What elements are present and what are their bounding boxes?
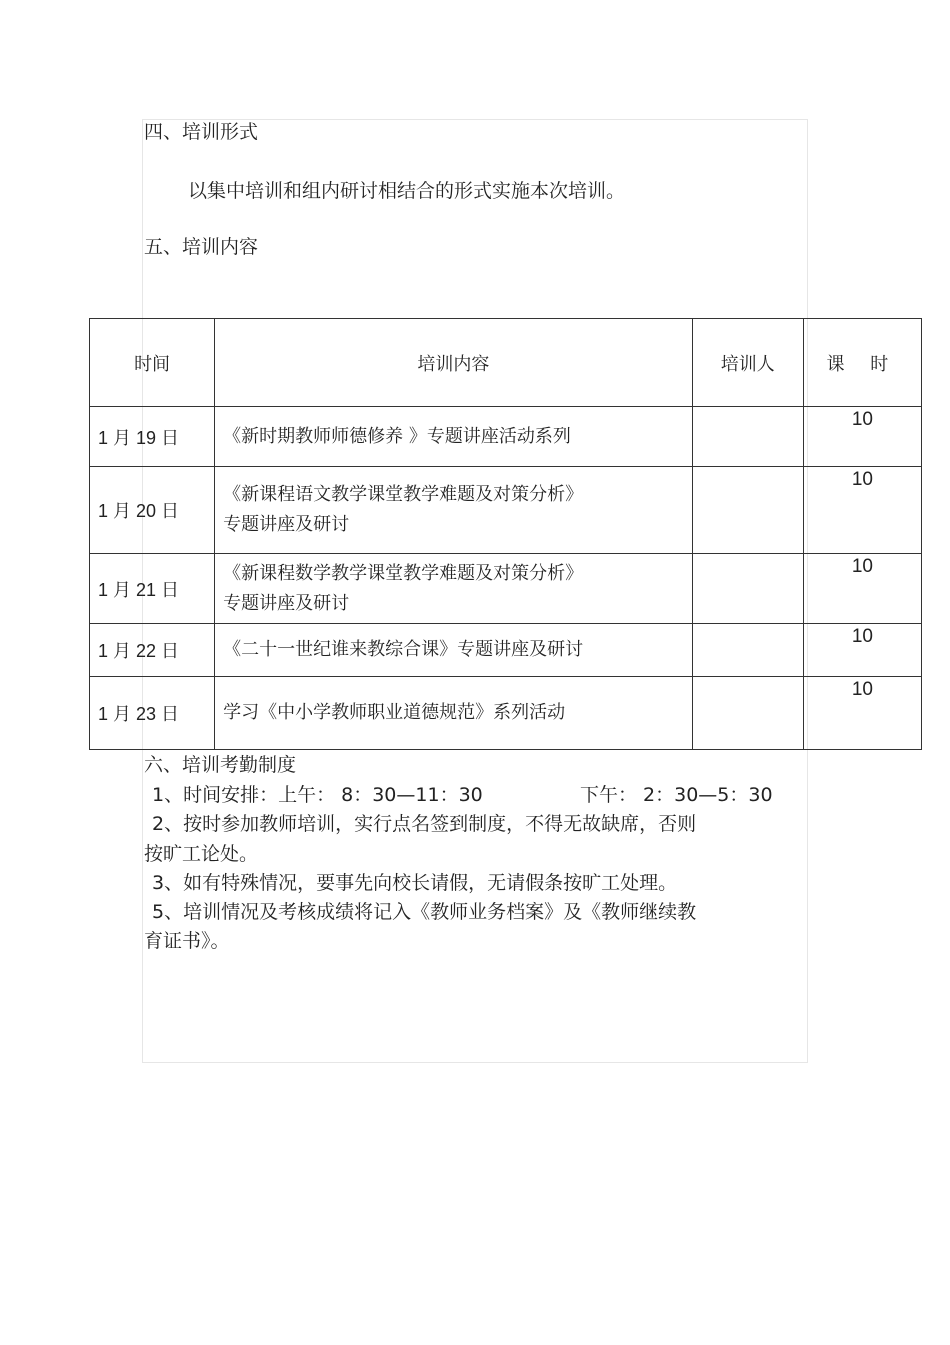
row-trainer (692, 677, 803, 750)
header-hours: 课 时 (803, 319, 921, 407)
section6-item5-line1: 5、培训情况及考核成绩将记入《教师业务档案》及《教师继续教 (152, 901, 697, 923)
row-content (215, 467, 693, 554)
section6-item2-line1: 2、按时参加教师培训，实行点名签到制度，不得无故缺席，否则 (152, 813, 697, 835)
table-row (90, 467, 922, 554)
row-content (215, 554, 693, 624)
section6-item1-afternoon: 下午： 2：30—5：30 (580, 784, 773, 806)
section6-heading: 六、培训考勤制度 (144, 754, 297, 776)
row-hours: 10 (803, 554, 921, 624)
header-trainer: 培训人 (692, 319, 803, 407)
row-hours: 10 (803, 407, 921, 467)
row-trainer (692, 624, 803, 677)
section4-heading: 四、培训形式 (144, 121, 259, 143)
row-content-line: 专题讲座及研讨 (223, 514, 350, 535)
section5-heading: 五、培训内容 (144, 236, 259, 258)
row-content (215, 677, 693, 750)
row-trainer (692, 407, 803, 467)
row-hours: 10 (803, 677, 921, 750)
table-row (90, 624, 922, 677)
row-content-line: 《二十一世纪谁来教综合课》专题讲座及研讨 (223, 639, 584, 660)
header-time: 时间 (90, 319, 215, 407)
row-content-line: 学习《中小学教师职业道德规范》系列活动 (223, 702, 566, 723)
row-trainer (692, 554, 803, 624)
section6-item5-line2: 育证书》。 (144, 930, 230, 952)
table-header-row (90, 319, 922, 407)
section6-item2-line2: 按旷工论处。 (144, 843, 259, 865)
row-date: 1 月 21 日 (90, 554, 215, 624)
row-hours: 10 (803, 624, 921, 677)
row-date: 1 月 20 日 (90, 467, 215, 554)
row-content (215, 407, 693, 467)
schedule-table (89, 318, 922, 750)
row-date: 1 月 23 日 (90, 677, 215, 750)
header-content: 培训内容 (215, 319, 693, 407)
table-row (90, 554, 922, 624)
row-trainer (692, 467, 803, 554)
row-content-line: 《新课程数学教学课堂教学难题及对策分析》 (223, 562, 584, 584)
section4-body: 以集中培训和组内研讨相结合的形式实施本次培训。 (188, 180, 626, 202)
row-content-line: 专题讲座及研讨 (223, 592, 350, 614)
row-content-line: 《新课程语文教学课堂教学难题及对策分析》 (223, 484, 584, 505)
row-date: 1 月 22 日 (90, 624, 215, 677)
section6-item3: 3、如有特殊情况，要事先向校长请假，无请假条按旷工处理。 (152, 872, 678, 894)
section6-item1-morning: 1、时间安排：上午： 8：30—11：30 (152, 784, 483, 806)
table-row (90, 407, 922, 467)
row-date: 1 月 19 日 (90, 407, 215, 467)
row-content-line: 《新时期教师师德修养 》专题讲座活动系列 (223, 425, 571, 447)
row-content (215, 624, 693, 677)
table-row (90, 677, 922, 750)
row-hours: 10 (803, 467, 921, 554)
